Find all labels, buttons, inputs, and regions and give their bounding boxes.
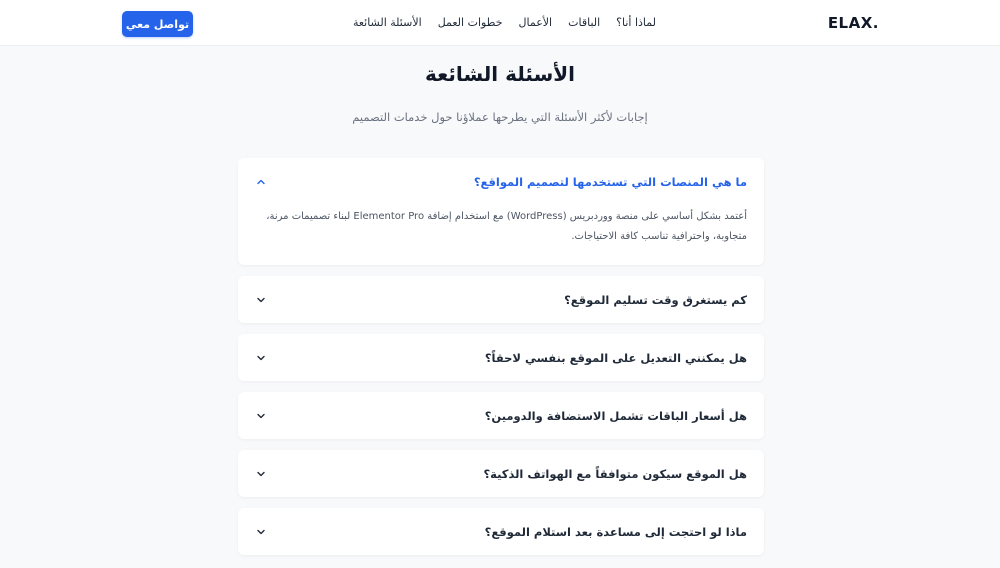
faq-item	[238, 334, 764, 381]
nav-link-packages[interactable]: الباقات	[568, 16, 601, 29]
logo-text: ELAX	[827, 14, 873, 32]
chevron-up-icon	[255, 176, 267, 188]
faq-question-toggle[interactable]	[238, 276, 764, 323]
faq-list	[238, 158, 764, 566]
chevron-down-icon	[255, 352, 267, 364]
nav-link-why-me[interactable]: لماذا أنا؟	[616, 16, 656, 29]
faq-item	[238, 450, 764, 497]
chevron-down-icon	[255, 294, 267, 306]
nav-link-works[interactable]: الأعمال	[518, 16, 553, 29]
faq-item	[238, 508, 764, 555]
faq-item	[238, 276, 764, 323]
logo[interactable]	[828, 14, 879, 32]
faq-question: هل الموقع سيكون متوافقاً مع الهواتف الذكية؟	[483, 466, 747, 481]
navbar	[0, 0, 1000, 46]
faq-item	[238, 158, 764, 265]
chevron-down-icon	[255, 468, 267, 480]
faq-question-toggle[interactable]	[238, 392, 764, 439]
chevron-down-icon	[255, 410, 267, 422]
faq-question: هل يمكنني التعديل على الموقع بنفسي لاحقاً؟	[484, 350, 747, 365]
nav-link-work-steps[interactable]: خطوات العمل	[437, 16, 503, 29]
faq-title: الأسئلة الشائعة	[425, 62, 575, 86]
contact-button[interactable]: تواصل معي	[122, 11, 193, 37]
faq-question: ما هي المنصات التي تستخدمها لتصميم المواقع؟	[473, 174, 747, 189]
faq-subtitle: إجابات لأكثر الأسئلة التي يطرحها عملاؤنا حول خدمات التصميم	[352, 110, 648, 124]
faq-question: ماذا لو احتجت إلى مساعدة بعد استلام الموقع؟	[484, 524, 747, 539]
faq-item	[238, 392, 764, 439]
logo-dot: .	[872, 14, 879, 32]
faq-question-toggle[interactable]	[238, 334, 764, 381]
faq-question-toggle[interactable]	[238, 508, 764, 555]
faq-answer: أعتمد بشكل أساسي على منصة ووردبريس (WordPress) مع استخدام إضافة Elementor Pro لبناء تصميمات مرنة، متجاوبة، واحترافية تناسب كافة الاحتياجات.	[266, 211, 747, 242]
nav-links	[353, 16, 656, 29]
chevron-down-icon	[255, 526, 267, 538]
nav-link-faq[interactable]: الأسئلة الشائعة	[352, 16, 422, 29]
faq-question-toggle[interactable]	[238, 450, 764, 497]
faq-question-toggle[interactable]	[238, 158, 764, 205]
faq-question: كم يستغرق وقت تسليم الموقع؟	[564, 292, 747, 307]
faq-question: هل أسعار الباقات تشمل الاستضافة والدومين؟	[484, 408, 747, 423]
